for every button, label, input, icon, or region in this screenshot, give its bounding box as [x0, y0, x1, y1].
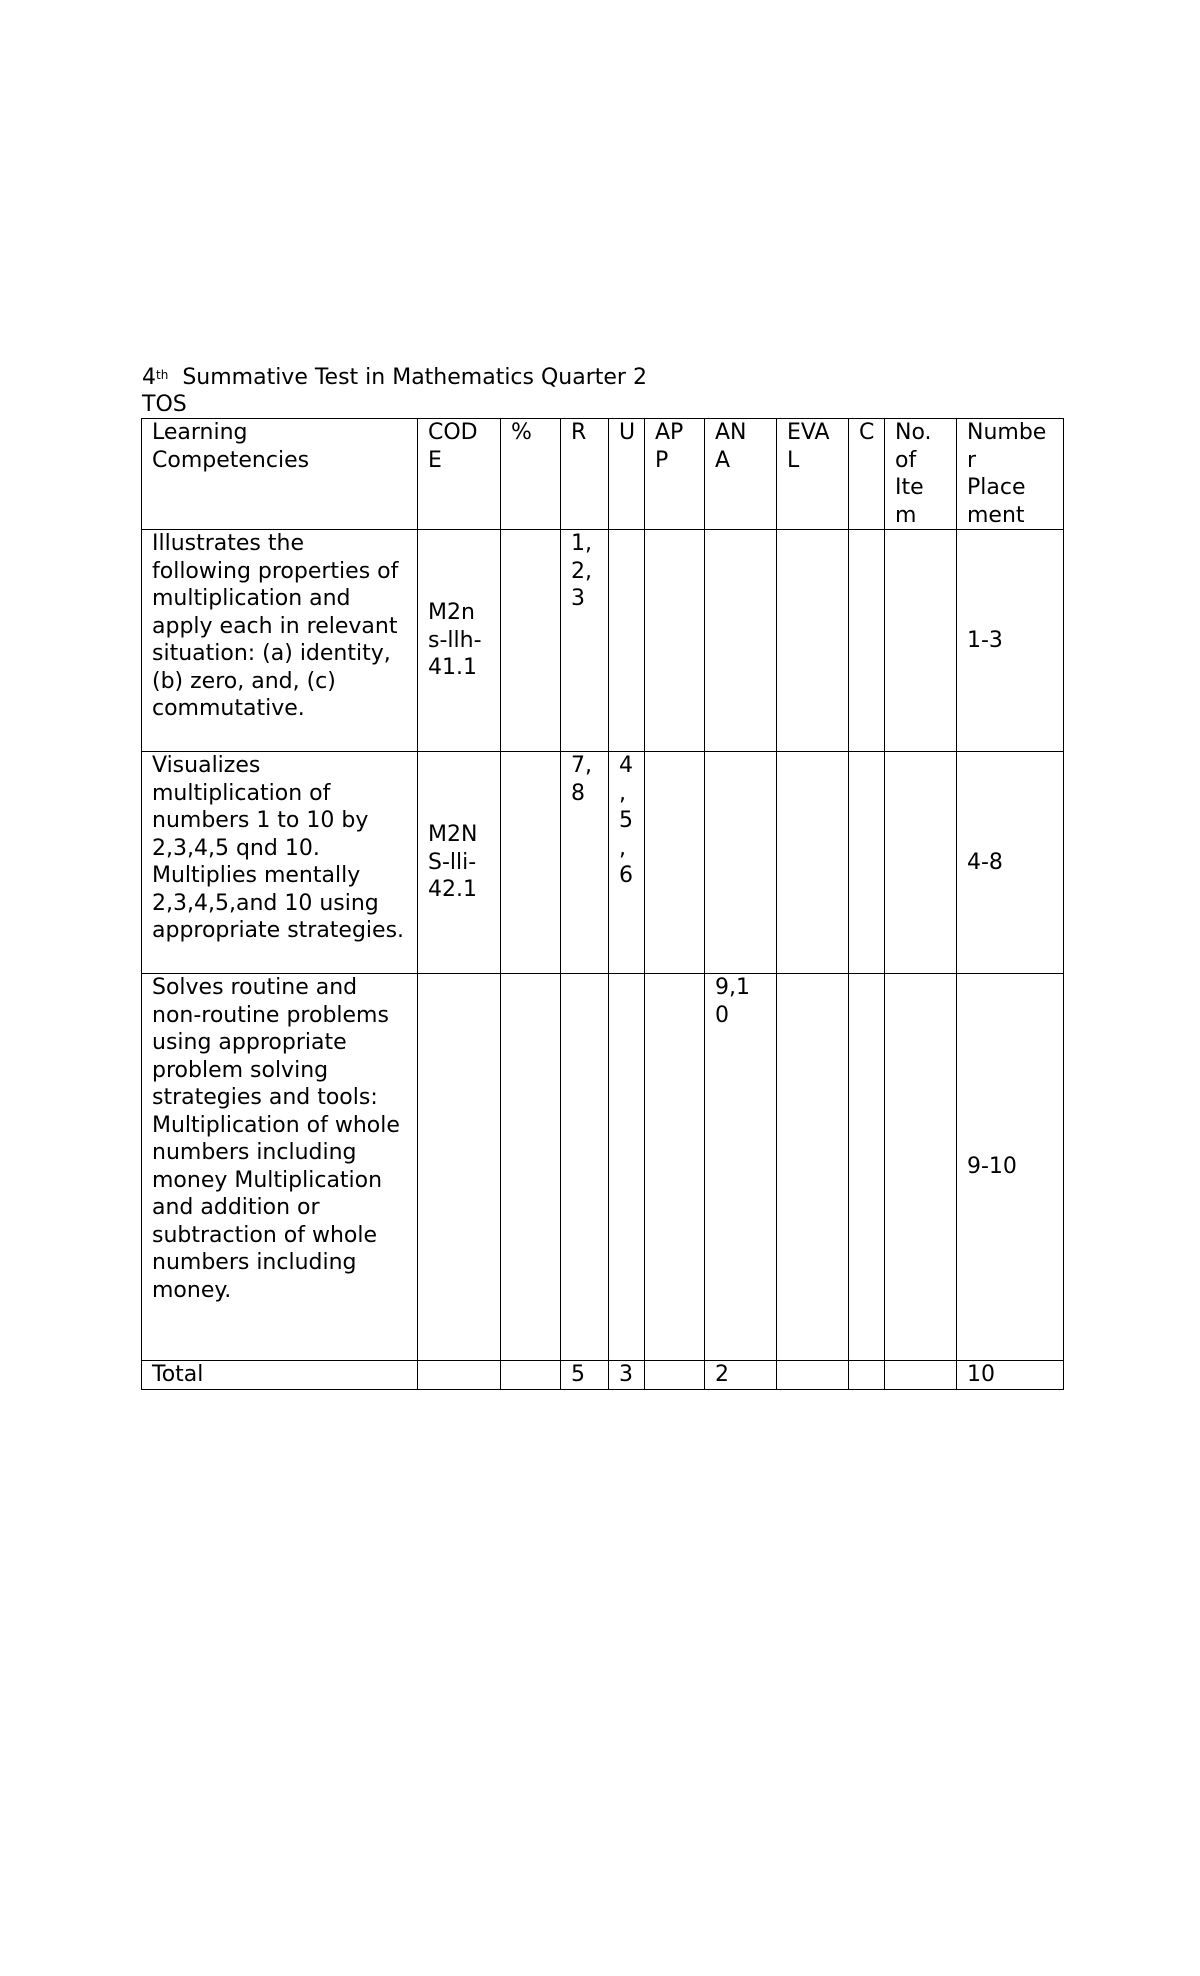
document-subtitle: TOS [142, 392, 187, 417]
header-u: U [609, 419, 645, 530]
header-placement: Numbe r Place ment [957, 419, 1064, 530]
header-c: C [849, 419, 885, 530]
c-cell [849, 530, 885, 752]
total-row [142, 1361, 1064, 1390]
total-code [418, 1361, 501, 1390]
total-app [645, 1361, 705, 1390]
no-items-cell [885, 530, 957, 752]
header-r: R [561, 419, 609, 530]
total-label: Total [142, 1361, 418, 1390]
app-cell [645, 752, 705, 974]
header-no-items: No. of Ite m [885, 419, 957, 530]
title-number: 4 [142, 365, 156, 390]
placement-cell: 4-8 [957, 752, 1064, 974]
u-cell [609, 530, 645, 752]
header-app: AP P [645, 419, 705, 530]
total-no-items [885, 1361, 957, 1390]
u-cell: 4 , 5 , 6 [609, 752, 645, 974]
header-code: COD E [418, 419, 501, 530]
code-cell [418, 974, 501, 1361]
header-eval: EVA L [777, 419, 849, 530]
ana-cell [705, 530, 777, 752]
ana-cell [705, 752, 777, 974]
competency-cell: Visualizes multiplication of numbers 1 to 10 by 2,3,4,5 qnd 10. Multiplies mentally 2,3,4,5,and 10 using appropriate strategies. [142, 752, 418, 974]
eval-cell [777, 752, 849, 974]
r-cell [561, 974, 609, 1361]
total-ana: 2 [705, 1361, 777, 1390]
percent-cell [501, 974, 561, 1361]
header-percent: % [501, 419, 561, 530]
table-row [142, 974, 1064, 1361]
r-cell: 1, 2, 3 [561, 530, 609, 752]
code-cell: M2N S-lli- 42.1 [418, 752, 501, 974]
r-cell: 7, 8 [561, 752, 609, 974]
title-text: Summative Test in Mathematics Quarter 2 [182, 365, 647, 390]
table-row [142, 530, 1064, 752]
document-title [142, 364, 647, 391]
tos-table [141, 418, 1064, 1390]
eval-cell [777, 530, 849, 752]
header-row [142, 419, 1064, 530]
title-superscript: th [156, 368, 169, 382]
c-cell [849, 974, 885, 1361]
table-row [142, 752, 1064, 974]
total-placement: 10 [957, 1361, 1064, 1390]
ana-cell: 9,1 0 [705, 974, 777, 1361]
eval-cell [777, 974, 849, 1361]
placement-cell: 9-10 [957, 974, 1064, 1361]
percent-cell [501, 752, 561, 974]
code-cell: M2n s-llh- 41.1 [418, 530, 501, 752]
app-cell [645, 530, 705, 752]
competency-cell: Illustrates the following properties of multiplication and apply each in relevant situation: (a) identity, (b) zero, and, (c) commutative. [142, 530, 418, 752]
no-items-cell [885, 752, 957, 974]
no-items-cell [885, 974, 957, 1361]
u-cell [609, 974, 645, 1361]
total-percent [501, 1361, 561, 1390]
percent-cell [501, 530, 561, 752]
total-u: 3 [609, 1361, 645, 1390]
total-eval [777, 1361, 849, 1390]
c-cell [849, 752, 885, 974]
total-r: 5 [561, 1361, 609, 1390]
header-ana: AN A [705, 419, 777, 530]
competency-cell: Solves routine and non-routine problems using appropriate problem solving strategies and tools: Multiplication of whole numbers including money Multiplication and addition or subtraction of whole numbers including money. [142, 974, 418, 1361]
header-competencies: Learning Competencies [142, 419, 418, 530]
placement-cell: 1-3 [957, 530, 1064, 752]
app-cell [645, 974, 705, 1361]
total-c [849, 1361, 885, 1390]
